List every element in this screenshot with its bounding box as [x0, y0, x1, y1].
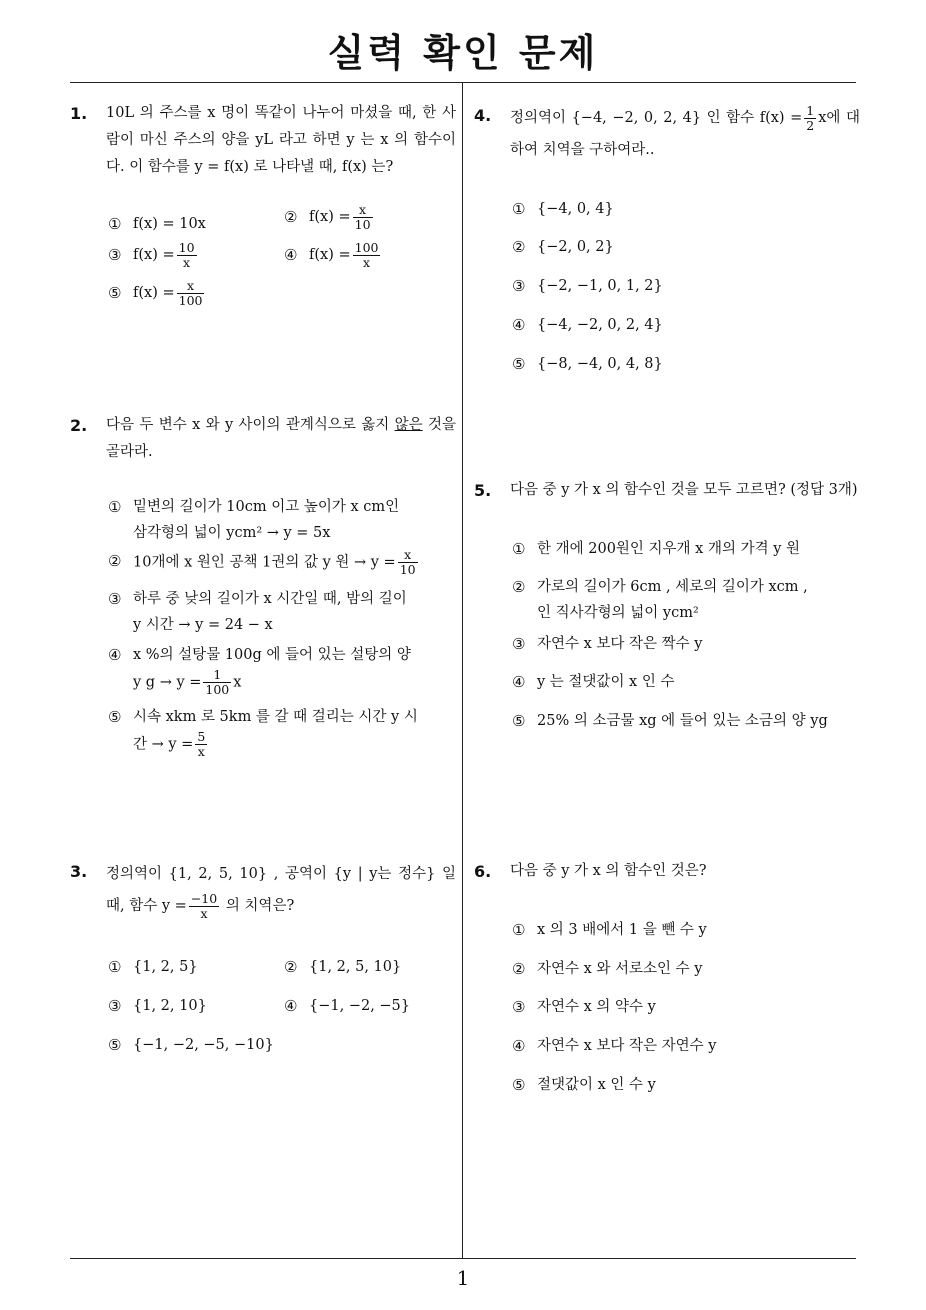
option-text-prefix: 시속 xkm 로 5km 를 갈 때 걸리는 시간 y 시간 → y =: [133, 709, 418, 753]
option-marker: ⑤: [108, 1036, 122, 1054]
question-1: [70, 100, 456, 331]
option-text: {−2, 0, 2}: [537, 239, 614, 255]
option-2[interactable]: [512, 956, 702, 983]
stem-text: 정의역이 {−4, −2, 0, 2, 4} 인 함수 f(x) =: [510, 110, 803, 126]
option-3[interactable]: [108, 586, 418, 638]
option-text: 한 개에 200원인 지우개 x 개의 가격 y 원: [537, 541, 801, 557]
option-marker: ③: [108, 590, 122, 608]
question-number: 5.: [474, 481, 492, 500]
option-3[interactable]: [108, 993, 207, 1020]
option-text: x 의 3 배에서 1 을 뺀 수 y: [537, 922, 707, 938]
question-stem: [106, 412, 456, 466]
question-6: [474, 858, 860, 1094]
option-1[interactable]: [108, 494, 408, 546]
option-marker: ④: [284, 246, 298, 264]
option-4[interactable]: [108, 642, 420, 697]
option-text-prefix: f(x) =: [133, 247, 175, 263]
option-5[interactable]: [512, 351, 663, 378]
option-1[interactable]: [512, 536, 832, 562]
option-marker: ①: [512, 200, 526, 218]
option-marker: ③: [512, 277, 526, 295]
option-text-prefix: f(x) =: [133, 285, 175, 301]
option-text: {1, 2, 5, 10}: [309, 959, 402, 975]
stem-text: x에 대하여 치역을 구하여라..: [510, 110, 860, 158]
option-marker: ④: [108, 646, 122, 664]
question-number: 6.: [474, 862, 492, 881]
option-text: {1, 2, 10}: [133, 998, 207, 1014]
denominator: 2: [806, 117, 815, 133]
top-rule: [70, 82, 856, 83]
option-5[interactable]: [512, 708, 842, 734]
option-marker: ④: [284, 997, 298, 1015]
option-marker: ③: [108, 246, 122, 264]
option-marker: ⑤: [512, 712, 526, 730]
question-2: [70, 412, 456, 784]
question-number: 4.: [474, 106, 492, 125]
answer-options: [512, 917, 860, 1094]
option-text: 자연수 x 보다 작은 짝수 y: [537, 636, 703, 652]
question-number: 2.: [70, 416, 88, 435]
fraction: [195, 730, 207, 759]
option-1[interactable]: [512, 917, 707, 944]
option-text: {−8, −4, 0, 4, 8}: [537, 356, 663, 372]
page-number: 1: [456, 1266, 470, 1290]
denominator: x: [183, 255, 191, 270]
page-title: 실력 확인 문제: [327, 31, 599, 75]
option-2[interactable]: [284, 203, 375, 232]
numerator: 1: [806, 102, 815, 118]
option-marker: ④: [512, 673, 526, 691]
option-text: 25% 의 소금물 xg 에 들어 있는 소금의 양 yg: [537, 713, 828, 729]
question-5: [474, 477, 860, 736]
option-text: {−4, −2, 0, 2, 4}: [537, 317, 663, 333]
option-marker: ③: [512, 998, 526, 1016]
option-text: 자연수 x 의 약수 y: [537, 999, 656, 1015]
bottom-rule: [70, 1258, 856, 1259]
option-3[interactable]: [512, 631, 832, 657]
option-2[interactable]: [108, 548, 448, 577]
stem-text: 것을 골라라.: [106, 417, 457, 460]
option-text: 하루 중 낮의 길이가 x 시간일 때, 밤의 길이 y 시간 → y = 24 − x: [133, 591, 407, 633]
question-number: 1.: [70, 104, 88, 123]
option-4[interactable]: [512, 1033, 716, 1060]
option-4[interactable]: [284, 993, 410, 1020]
option-1[interactable]: [108, 211, 206, 238]
option-text-prefix: x %의 설탕물 100g 에 들어 있는 설탕의 양 y g → y =: [133, 647, 411, 691]
answer-options: [512, 196, 860, 373]
fraction: [353, 241, 381, 270]
option-3[interactable]: [512, 273, 663, 300]
fraction: [177, 241, 197, 270]
fraction: [189, 892, 219, 921]
option-text: 밑변의 길이가 10cm 이고 높이가 x cm인 삼각형의 넓이 ycm² → y = 5x: [133, 499, 400, 541]
option-marker: ①: [108, 498, 122, 516]
option-marker: ②: [284, 958, 298, 976]
option-text: {1, 2, 5}: [133, 959, 198, 975]
option-1[interactable]: [512, 196, 614, 223]
option-marker: ②: [284, 208, 298, 226]
fraction: [177, 279, 205, 308]
option-4[interactable]: [512, 312, 663, 339]
option-text: {−2, −1, 0, 1, 2}: [537, 278, 663, 294]
option-2[interactable]: [284, 954, 401, 981]
numerator: x: [398, 548, 418, 563]
option-text: y 는 절댓값이 x 인 수: [537, 674, 675, 690]
question-stem: [510, 102, 860, 166]
option-text: {−1, −2, −5, −10}: [133, 1037, 274, 1053]
numerator: 100: [354, 240, 379, 255]
question-3: [70, 858, 456, 1064]
option-marker: ①: [512, 921, 526, 939]
option-text: 자연수 x 와 서로소인 수 y: [537, 961, 703, 977]
option-text: {−1, −2, −5}: [309, 998, 411, 1014]
option-marker: ②: [512, 578, 526, 596]
option-marker: ①: [108, 215, 122, 233]
numerator: x: [177, 279, 205, 294]
fraction: [203, 668, 231, 697]
answer-options: [108, 202, 456, 331]
numerator: 5: [197, 729, 206, 744]
option-marker: ④: [512, 316, 526, 334]
option-3[interactable]: [512, 994, 656, 1021]
option-2[interactable]: [512, 234, 614, 261]
numerator: x: [353, 203, 373, 218]
numerator: −10: [190, 890, 218, 906]
option-5[interactable]: [108, 704, 424, 759]
option-marker: ①: [512, 540, 526, 558]
denominator: x: [200, 905, 208, 921]
stem-text: 정의역이 {1, 2, 5, 10} , 공역이 {y | y는 정수} 일 때, 함수 y =: [106, 866, 456, 914]
option-text: 자연수 x 보다 작은 자연수 y: [537, 1038, 717, 1054]
denominator: 10: [354, 217, 371, 232]
denominator: x: [363, 255, 371, 270]
option-2[interactable]: [512, 574, 822, 626]
option-text-prefix: f(x) =: [309, 247, 351, 263]
answer-options: [108, 954, 456, 1064]
denominator: 10: [399, 562, 416, 577]
question-stem: 다음 중 y 가 x 의 함수인 것을 모두 고르면? (정답 3개): [510, 482, 858, 498]
denominator: 100: [178, 293, 203, 308]
option-text: f(x) = 10x: [133, 216, 206, 232]
question-stem: 10L 의 주스를 x 명이 똑같이 나누어 마셨을 때, 한 사람이 마신 주스의 양을 yL 라고 하면 y 는 x 의 함수이다. 이 함수를 y = f(x) 로 나타낼 때, f(x) 는?: [106, 105, 456, 175]
option-marker: ⑤: [108, 284, 122, 302]
numerator: 10: [178, 240, 195, 255]
option-text: {−4, 0, 4}: [537, 201, 614, 217]
option-marker: ②: [512, 238, 526, 256]
option-text: 가로의 길이가 6cm , 세로의 길이가 xcm , 인 직사각형의 넓이 ycm²: [537, 579, 808, 621]
option-text-suffix: x: [233, 674, 242, 691]
column-divider: [462, 83, 463, 1258]
fraction: [804, 104, 816, 133]
option-text-prefix: 10개에 x 원인 공책 1권의 값 y 원 → y =: [133, 554, 396, 571]
option-text-prefix: f(x) =: [309, 209, 351, 225]
question-number: 3.: [70, 862, 88, 881]
option-4[interactable]: [284, 241, 382, 270]
stem-text: 의 치역은?: [225, 898, 295, 914]
option-marker: ③: [108, 997, 122, 1015]
question-4: [474, 102, 860, 373]
numerator: 1: [203, 668, 231, 683]
option-4[interactable]: [512, 669, 832, 695]
option-marker: ⑤: [108, 708, 122, 726]
denominator: 100: [205, 682, 230, 697]
option-marker: ②: [108, 552, 122, 570]
answer-options: [108, 494, 456, 784]
stem-underlined: 않은: [394, 417, 423, 433]
denominator: x: [197, 744, 205, 759]
question-stem: [106, 858, 456, 922]
option-5[interactable]: [108, 279, 206, 308]
option-marker: ③: [512, 635, 526, 653]
option-marker: ⑤: [512, 355, 526, 373]
answer-options: [512, 536, 860, 736]
fraction: [353, 203, 373, 232]
option-5[interactable]: [108, 1032, 274, 1059]
option-marker: ②: [512, 960, 526, 978]
option-marker: ④: [512, 1037, 526, 1055]
option-5[interactable]: [512, 1072, 656, 1099]
option-3[interactable]: [108, 241, 199, 270]
option-text: 절댓값이 x 인 수 y: [537, 1077, 656, 1093]
option-1[interactable]: [108, 954, 198, 981]
option-marker: ①: [108, 958, 122, 976]
question-stem: 다음 중 y 가 x 의 함수인 것은?: [510, 863, 707, 879]
fraction: [398, 548, 418, 577]
option-marker: ⑤: [512, 1076, 526, 1094]
stem-text: 다음 두 변수 x 와 y 사이의 관계식으로 옳지: [106, 417, 395, 433]
